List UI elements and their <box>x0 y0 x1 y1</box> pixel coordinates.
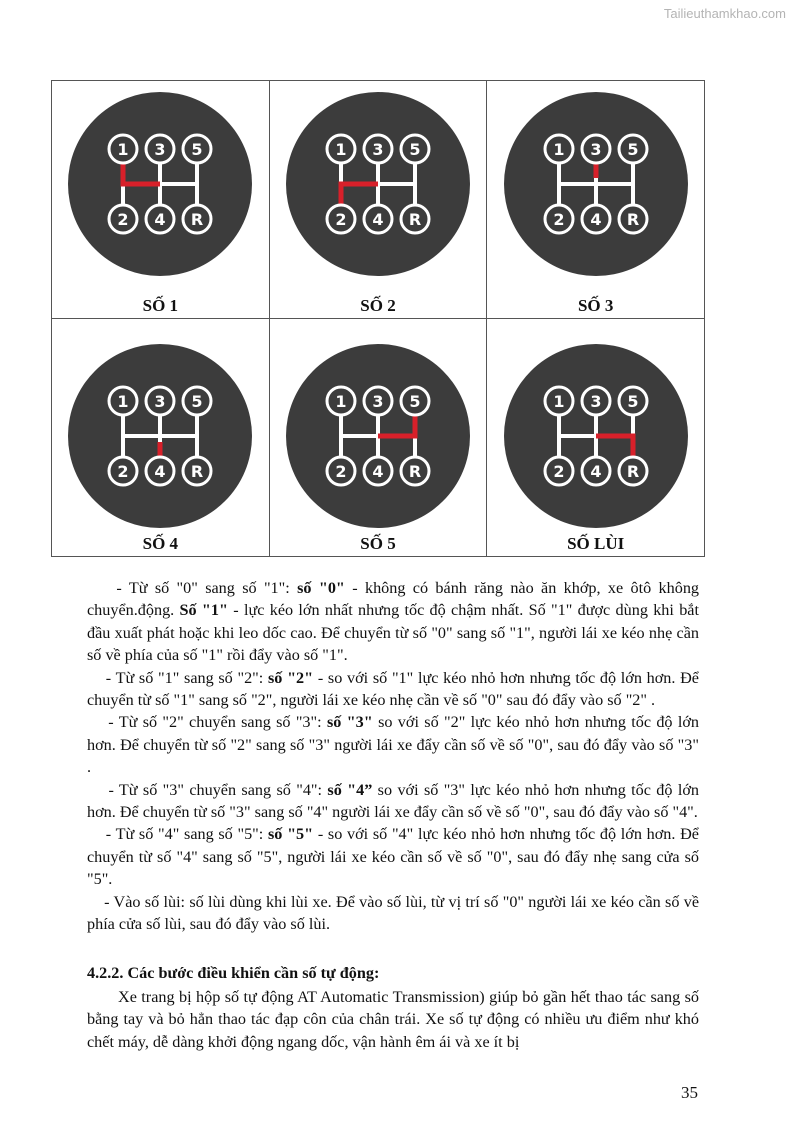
svg-text:3: 3 <box>590 392 602 411</box>
svg-text:R: R <box>191 210 204 229</box>
gear-label: SỐ 3 <box>577 296 614 315</box>
gear-label: SỐ 2 <box>360 296 396 315</box>
svg-text:4: 4 <box>154 462 166 481</box>
svg-text:2: 2 <box>553 462 565 481</box>
text: - Vào số lùi: số lùi dùng khi lùi xe. Để vào số lùi, từ vị trí số "0" người lái xe kéo cần số về phía cửa số lùi, sau đó đẩy vào số lùi. <box>87 892 700 934</box>
svg-text:5: 5 <box>409 140 421 159</box>
paragraph <box>87 577 699 667</box>
paragraph <box>87 986 699 1053</box>
svg-text:3: 3 <box>154 140 166 159</box>
svg-text:5: 5 <box>191 140 203 159</box>
gear-cell <box>487 81 705 319</box>
text: số "5" <box>267 825 314 844</box>
text: so với số "3" lực kéo nhỏ hơn nhưng tốc độ lớn hơn. Để chuyển từ số "3" sang số "4" người lái xe đẩy cần số về số "0", sau đó đẩy vào số "4". <box>87 780 699 822</box>
svg-text:2: 2 <box>335 210 347 229</box>
section-heading: 4.2.2. Các bước điều khiển cần số tự động: <box>87 964 380 982</box>
gear-knob-icon <box>283 341 473 531</box>
svg-text:1: 1 <box>553 140 565 159</box>
text: - lực kéo lớn nhất nhưng tốc độ chậm nhất. Số "1" được dùng khi bắt đầu xuất phát hoặc khi leo dốc cao. Để chuyển từ số "0" sang số "1", người lái xe kéo nhẹ cần số về phía của số "1" rồi đẩy vào số "1". <box>87 601 699 665</box>
text: - Từ số "1" sang số "2": <box>105 668 268 687</box>
text: số "0" <box>297 579 345 597</box>
text: - không có bánh răng nào ăn khớp, xe ôtô không chuyển.động. <box>87 579 700 620</box>
text: so với số "2" lực kéo nhỏ hơn nhưng tốc độ lớn hơn. Để chuyển từ số "2" sang số "3" người lái xe đẩy cần số về số "0", sau đó đẩy vào số "3" . <box>87 713 700 777</box>
gear-knob-icon <box>283 89 473 279</box>
watermark: Tailieuthamkhao.com <box>663 6 786 21</box>
svg-text:3: 3 <box>372 392 384 411</box>
gear-label: SỐ LÙI <box>567 534 625 553</box>
svg-text:R: R <box>626 462 639 481</box>
svg-text:5: 5 <box>627 392 639 411</box>
paragraph <box>87 711 699 778</box>
svg-text:3: 3 <box>372 140 384 159</box>
body-text <box>87 577 699 936</box>
text: - Từ số "4" sang số "5": <box>105 825 268 844</box>
svg-text:2: 2 <box>553 210 565 229</box>
gear-shift-table <box>51 80 705 557</box>
gear-cell <box>52 81 270 319</box>
gear-knob-icon <box>501 89 691 279</box>
svg-text:4: 4 <box>590 210 602 229</box>
gear-cell <box>487 319 705 557</box>
gear-cell <box>269 319 487 557</box>
text: Xe trang bị hộp số tự động AT Automatic Transmission) giúp bỏ gần hết thao tác sang số bằng tay và bỏ hẳn thao tác đạp côn của chân trái. Xe số tự động có nhiều ưu điểm như khó chết máy, dễ dàng khởi động ngang dốc, vận hành êm ái và xe ít bị <box>87 988 700 1051</box>
text: - Từ số "2" chuyển sang số "3": <box>108 713 327 732</box>
gear-knob-icon <box>65 89 255 279</box>
text: - Từ số "0" sang số "1": <box>116 579 298 597</box>
text: - so với số "1" lực kéo nhỏ hơn nhưng tốc độ lớn hơn. Để chuyển từ số "1" sang số "2", người lái xe kéo nhẹ cần về số "0" sau đó đẩy vào số "2" . <box>87 668 699 710</box>
gear-label: SỐ 1 <box>142 296 179 315</box>
gear-cell <box>52 319 270 557</box>
svg-text:2: 2 <box>117 210 129 229</box>
gear-label: SỐ 5 <box>360 534 396 553</box>
svg-text:1: 1 <box>117 140 129 159</box>
text: số "4” <box>327 780 373 799</box>
intro-text <box>87 986 699 1053</box>
svg-text:2: 2 <box>335 462 347 481</box>
svg-text:R: R <box>408 210 422 229</box>
text: - Từ số "3" chuyển sang số "4": <box>108 780 328 799</box>
text: Số "1" <box>179 601 228 620</box>
svg-text:3: 3 <box>154 392 166 411</box>
svg-text:4: 4 <box>372 462 384 481</box>
gear-knob-icon <box>65 341 255 531</box>
text: số "2" <box>267 668 314 687</box>
svg-text:R: R <box>191 462 204 481</box>
gear-label: SỐ 4 <box>142 534 179 553</box>
svg-text:2: 2 <box>117 462 129 481</box>
gear-cell <box>269 81 487 319</box>
svg-text:1: 1 <box>335 392 347 411</box>
paragraph <box>87 891 699 936</box>
svg-text:1: 1 <box>117 392 129 411</box>
gear-knob-icon <box>501 341 691 531</box>
paragraph <box>87 823 699 890</box>
svg-text:3: 3 <box>590 140 602 159</box>
svg-text:R: R <box>626 210 639 229</box>
page-number: 35 <box>681 1083 698 1102</box>
paragraph <box>87 667 699 712</box>
svg-text:5: 5 <box>627 140 639 159</box>
svg-text:1: 1 <box>553 392 565 411</box>
text: số "3" <box>326 713 373 732</box>
paragraph <box>87 779 699 824</box>
svg-text:4: 4 <box>154 210 166 229</box>
svg-text:1: 1 <box>335 140 347 159</box>
svg-text:4: 4 <box>590 462 602 481</box>
svg-text:R: R <box>408 462 422 481</box>
svg-text:5: 5 <box>409 392 421 411</box>
svg-text:4: 4 <box>372 210 384 229</box>
text: - so với số "4" lực kéo nhỏ hơn nhưng tốc độ lớn hơn. Để chuyển từ số "4" sang số "5", người lái xe kéo cần số về số "0", sau đó đẩy nhẹ sang cửa số "5". <box>87 825 699 889</box>
svg-text:5: 5 <box>191 392 203 411</box>
